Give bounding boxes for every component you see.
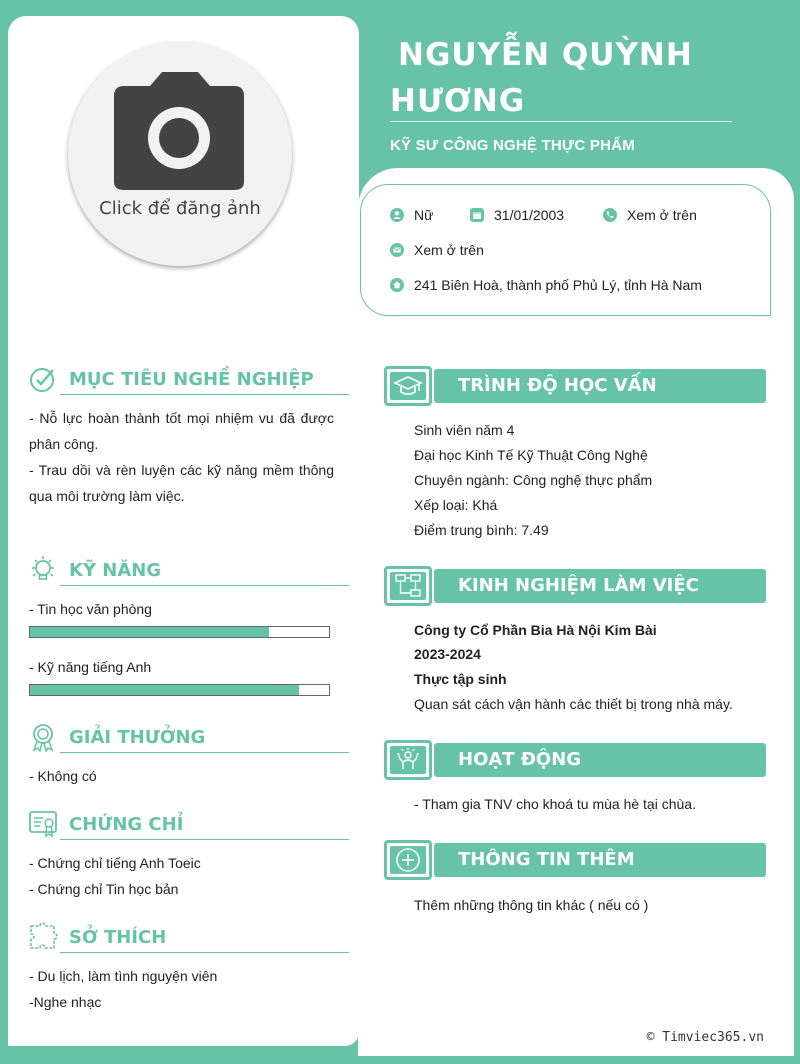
skill-progress-fill <box>30 627 269 637</box>
activities-text: - Tham gia TNV cho khoá tu mùa hè tại chùa. <box>414 796 696 812</box>
education-line: Chuyên ngành: Công nghệ thực phẩm <box>414 472 653 488</box>
puzzle-icon <box>28 922 58 952</box>
education-line: Điểm trung bình: 7.49 <box>414 522 549 538</box>
target-icon <box>28 364 58 394</box>
additional-icon-box <box>384 840 432 880</box>
award-icon <box>28 722 58 752</box>
experience-description: Quan sát cách vận hành các thiết bị trong nhà máy. <box>414 696 733 712</box>
activities-icon-box <box>384 740 432 780</box>
education-line: Xếp loại: Khá <box>414 497 498 513</box>
experience-title: KINH NGHIỆM LÀM VIỆC <box>458 575 699 596</box>
calendar-icon <box>470 208 484 222</box>
skills-divider <box>60 585 349 586</box>
gender-value: Nữ <box>414 207 434 223</box>
hobby-item: - Du lịch, làm tình nguyện viên <box>29 968 218 984</box>
email-value: Xem ở trên <box>414 242 484 258</box>
skill-label: - Kỹ năng tiếng Anh <box>29 659 152 675</box>
awards-title: GIẢI THƯỞNG <box>69 727 206 748</box>
footer-copyright[interactable]: © Timviec365.vn <box>646 1030 764 1045</box>
certificate-icon <box>28 809 58 839</box>
activities-icon-inner <box>390 746 426 774</box>
awards-text: - Không có <box>29 768 97 784</box>
education-line: Đại học Kinh Tế Kỹ Thuật Công Nghệ <box>414 447 648 463</box>
skills-title: KỸ NĂNG <box>69 560 162 581</box>
experience-position: Thực tập sinh <box>414 671 507 687</box>
address-value: 241 Biên Hoà, thành phố Phủ Lý, tỉnh Hà Nam <box>414 277 702 293</box>
avatar-upload[interactable] <box>68 42 292 266</box>
birthday-value: 31/01/2003 <box>494 207 565 223</box>
education-icon-box <box>384 366 432 406</box>
home-icon <box>390 278 404 292</box>
certificate-item: - Chứng chỉ Tin học bản <box>29 881 179 897</box>
objective-text-1: - Nỗ lực hoàn thành tốt mọi nhiệm vu đã được phân công. <box>29 410 334 452</box>
hobbies-divider <box>60 952 349 953</box>
address-item <box>390 275 702 295</box>
gender-item <box>390 205 433 225</box>
experience-company: Công ty Cổ Phần Bia Hà Nội Kim Bài <box>414 622 657 638</box>
lightbulb-icon <box>28 554 58 584</box>
additional-text: Thêm những thông tin khác ( nếu có ) <box>414 897 649 913</box>
plus-circle-icon <box>395 847 421 873</box>
skill-progress-fill <box>30 685 299 695</box>
phone-item <box>603 205 697 225</box>
phone-icon <box>603 208 617 222</box>
education-icon-inner <box>390 372 426 400</box>
experience-icon-inner <box>390 572 426 600</box>
skill-label: - Tin học văn phòng <box>29 601 152 617</box>
email-icon <box>390 243 404 257</box>
person-icon <box>390 208 404 222</box>
experience-icon-box <box>384 566 432 606</box>
education-title: TRÌNH ĐỘ HỌC VẤN <box>458 375 657 396</box>
hobby-item: -Nghe nhạc <box>29 994 102 1010</box>
graduation-cap-icon <box>393 374 423 398</box>
job-title: KỸ SƯ CÔNG NGHỆ THỰC PHẨM <box>390 137 635 154</box>
skill-progress-bar <box>29 684 330 696</box>
skill-progress-bar <box>29 626 330 638</box>
name-line-2: HƯƠNG <box>390 83 526 119</box>
avatar-caption: Click để đăng ảnh <box>99 198 261 219</box>
additional-title: THÔNG TIN THÊM <box>458 849 635 870</box>
additional-icon-inner <box>390 846 426 874</box>
camera-icon <box>112 72 248 192</box>
certificates-divider <box>60 839 349 840</box>
birthday-item <box>470 205 564 225</box>
awards-divider <box>60 752 349 753</box>
workflow-icon <box>393 573 423 599</box>
activities-title: HOẠT ĐỘNG <box>458 749 582 770</box>
full-name <box>390 32 730 124</box>
name-line-1: NGUYỄN QUỲNH <box>398 37 693 73</box>
objective-text-2: - Trau dồi và rèn luyện các kỹ năng mềm thông qua môi trường làm việc. <box>29 462 334 504</box>
name-divider <box>390 121 732 122</box>
objective-title: MỤC TIÊU NGHỀ NGHIỆP <box>69 369 314 390</box>
certificate-item: - Chứng chỉ tiếng Anh Toeic <box>29 855 201 871</box>
education-line: Sinh viên năm 4 <box>414 422 515 438</box>
email-item <box>390 240 484 260</box>
experience-period: 2023-2024 <box>414 646 481 662</box>
hobbies-title: SỞ THÍCH <box>69 927 167 948</box>
team-icon <box>394 747 422 773</box>
objective-divider <box>60 394 349 395</box>
phone-value: Xem ở trên <box>627 207 697 223</box>
certificates-title: CHỨNG CHỈ <box>69 814 184 835</box>
